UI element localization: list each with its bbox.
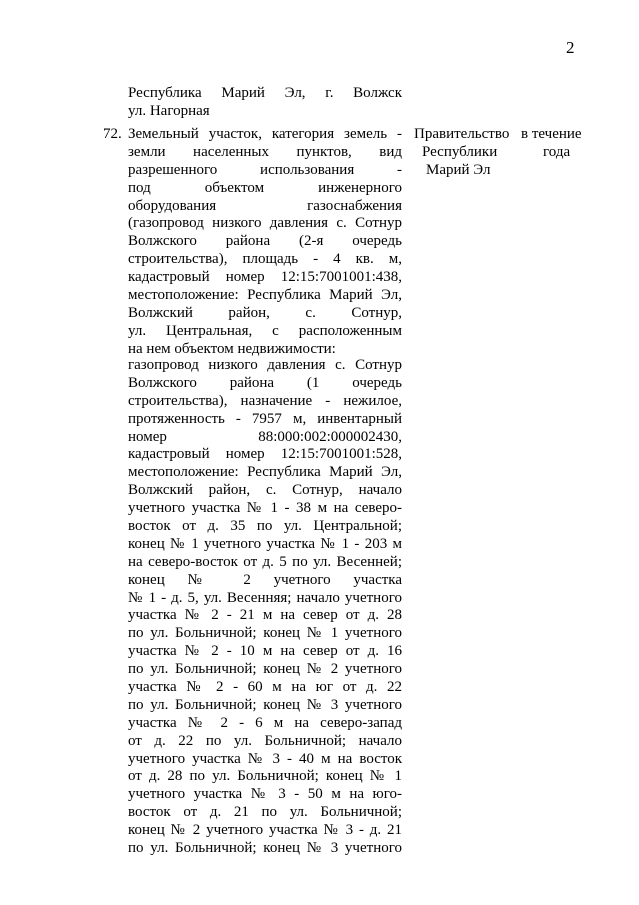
pipeline-line: конец № 2 учетного участка <box>128 571 402 588</box>
pipeline-line: участка № 2 - 21 м на север от д. 28 <box>128 607 402 624</box>
gas-pipeline-description <box>128 357 402 858</box>
pipeline-line: местоположение: Республика Марий Эл, <box>128 464 402 481</box>
term-column <box>521 126 582 162</box>
owner-line-3: Марий Эл <box>426 161 491 178</box>
pipeline-line: конец № 2 учетного участка № 3 - д. 21 <box>128 822 402 839</box>
intro-line: Республика Марий Эл, г. Волжск <box>128 85 402 101</box>
owner-line-2: Республики <box>422 143 498 160</box>
pipeline-line: номер 88:000:002:000002430, <box>128 428 402 445</box>
intro-line: ул. Нагорная <box>128 102 210 119</box>
pipeline-line: Волжский район, с. Сотнур, начало <box>128 482 402 499</box>
owner-line-1: Правительство <box>414 126 510 142</box>
land-plot-line: оборудования газоснабжения <box>128 197 402 214</box>
land-plot-line: строительства), площадь - 4 кв. м, <box>128 251 402 268</box>
land-plot-description <box>128 126 402 359</box>
pipeline-line: по ул. Больничной; конец № 3 учетного <box>128 696 402 713</box>
term-line-1: в течение <box>521 126 582 142</box>
pipeline-line: восток от д. 35 по ул. Центральной; <box>128 518 402 535</box>
pipeline-line: по ул. Больничной; конец № 3 учетного <box>128 840 402 857</box>
pipeline-line: кадастровый номер 12:15:7001001:528, <box>128 446 402 463</box>
land-plot-line: (газопровод низкого давления с. Сотнур <box>128 215 402 232</box>
pipeline-line: протяженность - 7957 м, инвентарный <box>128 410 402 427</box>
land-plot-line: разрешенного использования - <box>128 161 402 178</box>
land-plot-line: под объектом инженерного <box>128 179 402 196</box>
pipeline-line: газопровод низкого давления с. Сотнур <box>128 357 402 373</box>
pipeline-line: участка № 2 - 6 м на северо-запад <box>128 714 402 731</box>
page-number: 2 <box>566 38 575 57</box>
land-plot-line: Волжского района (2-я очередь <box>128 233 402 250</box>
term-line-2: года <box>543 143 571 160</box>
land-plot-line: ул. Центральная, с расположенным <box>128 322 402 339</box>
intro-address <box>128 85 402 121</box>
pipeline-line: участка № 2 - 60 м на юг от д. 22 <box>128 679 402 696</box>
pipeline-line: от д. 28 по ул. Больничной; конец № 1 <box>128 768 402 785</box>
owner-column <box>414 126 509 180</box>
land-plot-line: местоположение: Республика Марий Эл, <box>128 287 402 304</box>
pipeline-line: учетного участка № 1 - 38 м на северо- <box>128 500 402 517</box>
pipeline-line: по ул. Больничной; конец № 2 учетного <box>128 661 402 678</box>
pipeline-line: Волжского района (1 очередь <box>128 374 402 391</box>
land-plot-line: Волжский район, с. Сотнур, <box>128 304 402 321</box>
pipeline-line: участка № 2 - 10 м на север от д. 16 <box>128 643 402 660</box>
pipeline-line: по ул. Больничной; конец № 1 учетного <box>128 625 402 642</box>
land-plot-line: кадастровый номер 12:15:7001001:438, <box>128 269 402 286</box>
pipeline-line: № 1 - д. 5, ул. Весенняя; начало учетного <box>128 589 402 606</box>
pipeline-line: от д. 22 по ул. Больничной; начало <box>128 732 402 749</box>
pipeline-line: учетного участка № 3 - 50 м на юго- <box>128 786 402 803</box>
pipeline-line: строительства), назначение - нежилое, <box>128 392 402 409</box>
pipeline-line: конец № 1 учетного участка № 1 - 203 м <box>128 535 402 552</box>
land-plot-line: земли населенных пунктов, вид <box>128 143 402 160</box>
pipeline-line: восток от д. 21 по ул. Больничной; <box>128 804 402 821</box>
pipeline-line: на северо-восток от д. 5 по ул. Весенней; <box>128 553 402 570</box>
land-plot-line: на нем объектом недвижимости: <box>128 340 336 357</box>
pipeline-line: учетного участка № 3 - 40 м на восток <box>128 750 402 767</box>
land-plot-line: Земельный участок, категория земель - <box>128 126 402 142</box>
item-number: 72. <box>103 126 122 142</box>
